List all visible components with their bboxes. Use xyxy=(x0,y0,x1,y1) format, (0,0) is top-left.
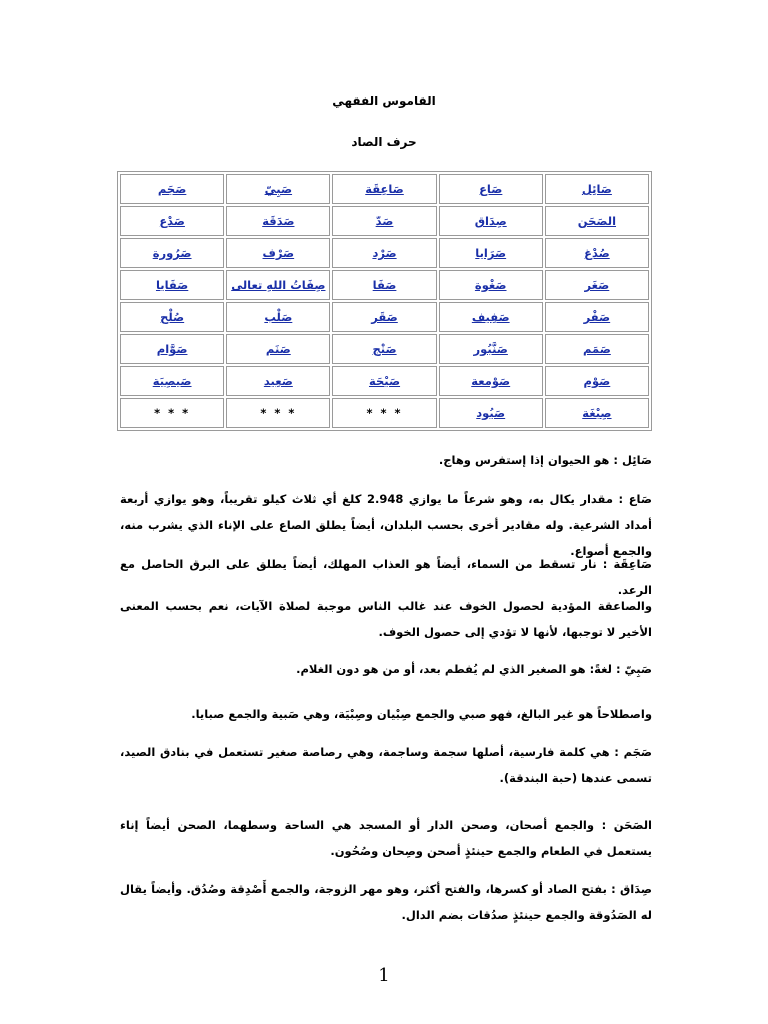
entry-link[interactable]: صَاعِقَة xyxy=(365,182,404,196)
table-row xyxy=(120,366,649,396)
table-cell xyxy=(332,366,436,396)
entry-link[interactable]: صَائِل xyxy=(581,182,612,196)
entry-link[interactable]: صَرْد xyxy=(372,246,397,260)
section-heading: حرف الصاد xyxy=(351,135,417,149)
table-cell xyxy=(545,238,649,268)
entry-link[interactable]: صَوْم xyxy=(583,374,611,388)
entry-link[interactable]: صَفْر xyxy=(583,310,611,324)
entry-link[interactable]: صَاع xyxy=(479,182,503,196)
table-cell xyxy=(439,206,543,236)
table-cell xyxy=(120,206,224,236)
table-row xyxy=(120,398,649,428)
table-cell xyxy=(545,174,649,204)
document-title: القاموس الفقهي xyxy=(332,94,436,108)
entry-link[interactable]: صَنْج xyxy=(372,342,397,356)
entry-link[interactable]: صَوْمعة xyxy=(471,374,511,388)
entry-link[interactable]: صَنَم xyxy=(265,342,291,356)
entry-link[interactable]: صَفِيف xyxy=(471,310,510,324)
table-row xyxy=(120,174,649,204)
table-cell xyxy=(332,174,436,204)
entry-link[interactable]: صَغْوة xyxy=(474,278,507,292)
entry-link[interactable]: صَوَّام xyxy=(156,342,188,356)
table-cell xyxy=(226,398,330,428)
placeholder-stars: * * * xyxy=(366,406,403,420)
table-cell xyxy=(439,174,543,204)
entries-table xyxy=(117,171,652,431)
entry-link[interactable]: صَلْب xyxy=(264,310,293,324)
table-cell xyxy=(545,270,649,300)
entry-link[interactable]: صَيصِيَة xyxy=(152,374,192,388)
table-cell xyxy=(545,334,649,364)
entry-link[interactable]: صَرْف xyxy=(262,246,295,260)
entry-link[interactable]: صَغَر xyxy=(584,278,610,292)
entry-link[interactable]: صَمَم xyxy=(582,342,611,356)
definition-paragraph: صَجَم : هي كلمة فارسية، أصلها سجمة وساجمة، وهي رصاصة صغير تستعمل في بنادق الصيد، تسمى عندها (حبة البندقة). xyxy=(120,745,652,785)
entry-link[interactable]: صَقَر xyxy=(371,310,398,324)
table-row xyxy=(120,334,649,364)
entry-link[interactable]: صِفَاتُ اللهِ تعالى xyxy=(231,278,326,292)
table-cell xyxy=(545,302,649,332)
table-cell xyxy=(545,206,649,236)
table-cell xyxy=(439,334,543,364)
entry-link[interactable]: صُدْغ xyxy=(584,246,610,260)
table-cell xyxy=(439,398,543,428)
page-number: 1 xyxy=(378,965,390,986)
table-cell xyxy=(226,174,330,204)
table-cell xyxy=(120,302,224,332)
definition-paragraph: صَاعِقَة : نار تسقط من السماء، أيضاً هو العذاب المهلك، أيضاً يطلق على البرق الحاصل مع الرعد. xyxy=(120,557,652,597)
table-cell xyxy=(332,302,436,332)
table-cell xyxy=(120,398,224,428)
table-cell xyxy=(226,366,330,396)
table-cell xyxy=(120,366,224,396)
entry-link[interactable]: صَنَّبُور xyxy=(473,342,508,356)
table-row xyxy=(120,238,649,268)
definition-paragraph: صَائِل : هو الحيوان إذا إستفرس وهاج. xyxy=(438,453,652,467)
table-cell xyxy=(120,238,224,268)
table-cell xyxy=(226,302,330,332)
table-row xyxy=(120,206,649,236)
table-cell xyxy=(226,334,330,364)
table-cell xyxy=(332,334,436,364)
entry-link[interactable]: صَدَقَة xyxy=(262,214,295,228)
definition-paragraph: صَبِيّ : لغةً: هو الصغير الذي لم يُفطم بعد، أو من هو دون الغلام. xyxy=(296,662,652,676)
entry-link[interactable]: صَيْحَة xyxy=(368,374,401,388)
table-cell xyxy=(120,174,224,204)
table-cell xyxy=(439,366,543,396)
entry-link[interactable]: صَرُورة xyxy=(152,246,192,260)
entry-link[interactable]: صِدَاق xyxy=(474,214,507,228)
table-cell xyxy=(226,270,330,300)
table-cell xyxy=(226,206,330,236)
table-cell xyxy=(545,366,649,396)
definition-paragraph: والصاعقة المؤدية لحصول الخوف عند غالب الناس موجبة لصلاة الآيات، نعم بحسب المعنى الأخير لا توجبها، لأنها لا تؤدي إلى حصول الخوف. xyxy=(120,599,652,639)
definition-paragraph: صِدَاق : بفتح الصاد أو كسرها، والفتح أكثر، وهو مهر الزوجة، والجمع أَصْدِقة وصُدُق. وأيضاً يقال له الصَدُوقة والجمع حينئذٍ صدُقات بضم الدال. xyxy=(120,882,652,922)
entry-link[interactable]: صَدّ xyxy=(375,214,394,228)
table-row xyxy=(120,270,649,300)
placeholder-stars: * * * xyxy=(260,406,297,420)
entry-link[interactable]: صَرَايا xyxy=(475,246,507,260)
table-row xyxy=(120,302,649,332)
entry-link[interactable]: الصَحَن xyxy=(577,214,617,228)
entry-link[interactable]: صَيُود xyxy=(476,406,506,420)
entry-link[interactable]: صَبِيّ xyxy=(264,182,293,196)
entry-link[interactable]: صَفَايا xyxy=(155,278,189,292)
definition-paragraph: الصَحَن : والجمع أصحان، وصحن الدار أو المسجد هي الساحة وسطهما، الصحن أيضاً إناء يستعمل في الطعام والجمع حينئذٍ أصحن وصِحان وصُحُون. xyxy=(120,818,652,858)
table-cell xyxy=(120,270,224,300)
entry-link[interactable]: صَفَا xyxy=(372,278,397,292)
entry-link[interactable]: صَجَم xyxy=(157,182,187,196)
entry-link[interactable]: صَعِيد xyxy=(263,374,293,388)
entry-link[interactable]: صِبْغَة xyxy=(582,406,612,420)
table-cell xyxy=(332,270,436,300)
entry-link[interactable]: صُلْح xyxy=(160,310,185,324)
table-cell xyxy=(120,334,224,364)
definition-paragraph: صَاع : مقدار يكال به، وهو شرعاً ما يوازي 2.948 كلغ أي ثلاث كيلو تقريباً، وهو يوازي أربعة أمداد الشرعية. وله مقادير أخرى بحسب البلدان، أيضاً يطلق الصاع على الإناء الذي يشرب منه، والجمع أصواع. xyxy=(120,492,652,558)
table-cell xyxy=(545,398,649,428)
placeholder-stars: * * * xyxy=(154,406,191,420)
table-cell xyxy=(439,270,543,300)
entry-link[interactable]: صَدْع xyxy=(159,214,185,228)
table-cell xyxy=(439,302,543,332)
table-cell xyxy=(226,238,330,268)
definition-paragraph: واصطلاحاً هو غير البالغ، فهو صبي والجمع صِبْيان وصِبْيَة، وهي صَبية والجمع صبايا. xyxy=(191,707,652,721)
table-cell xyxy=(439,238,543,268)
table-cell xyxy=(332,398,436,428)
table-cell xyxy=(332,206,436,236)
table-cell xyxy=(332,238,436,268)
